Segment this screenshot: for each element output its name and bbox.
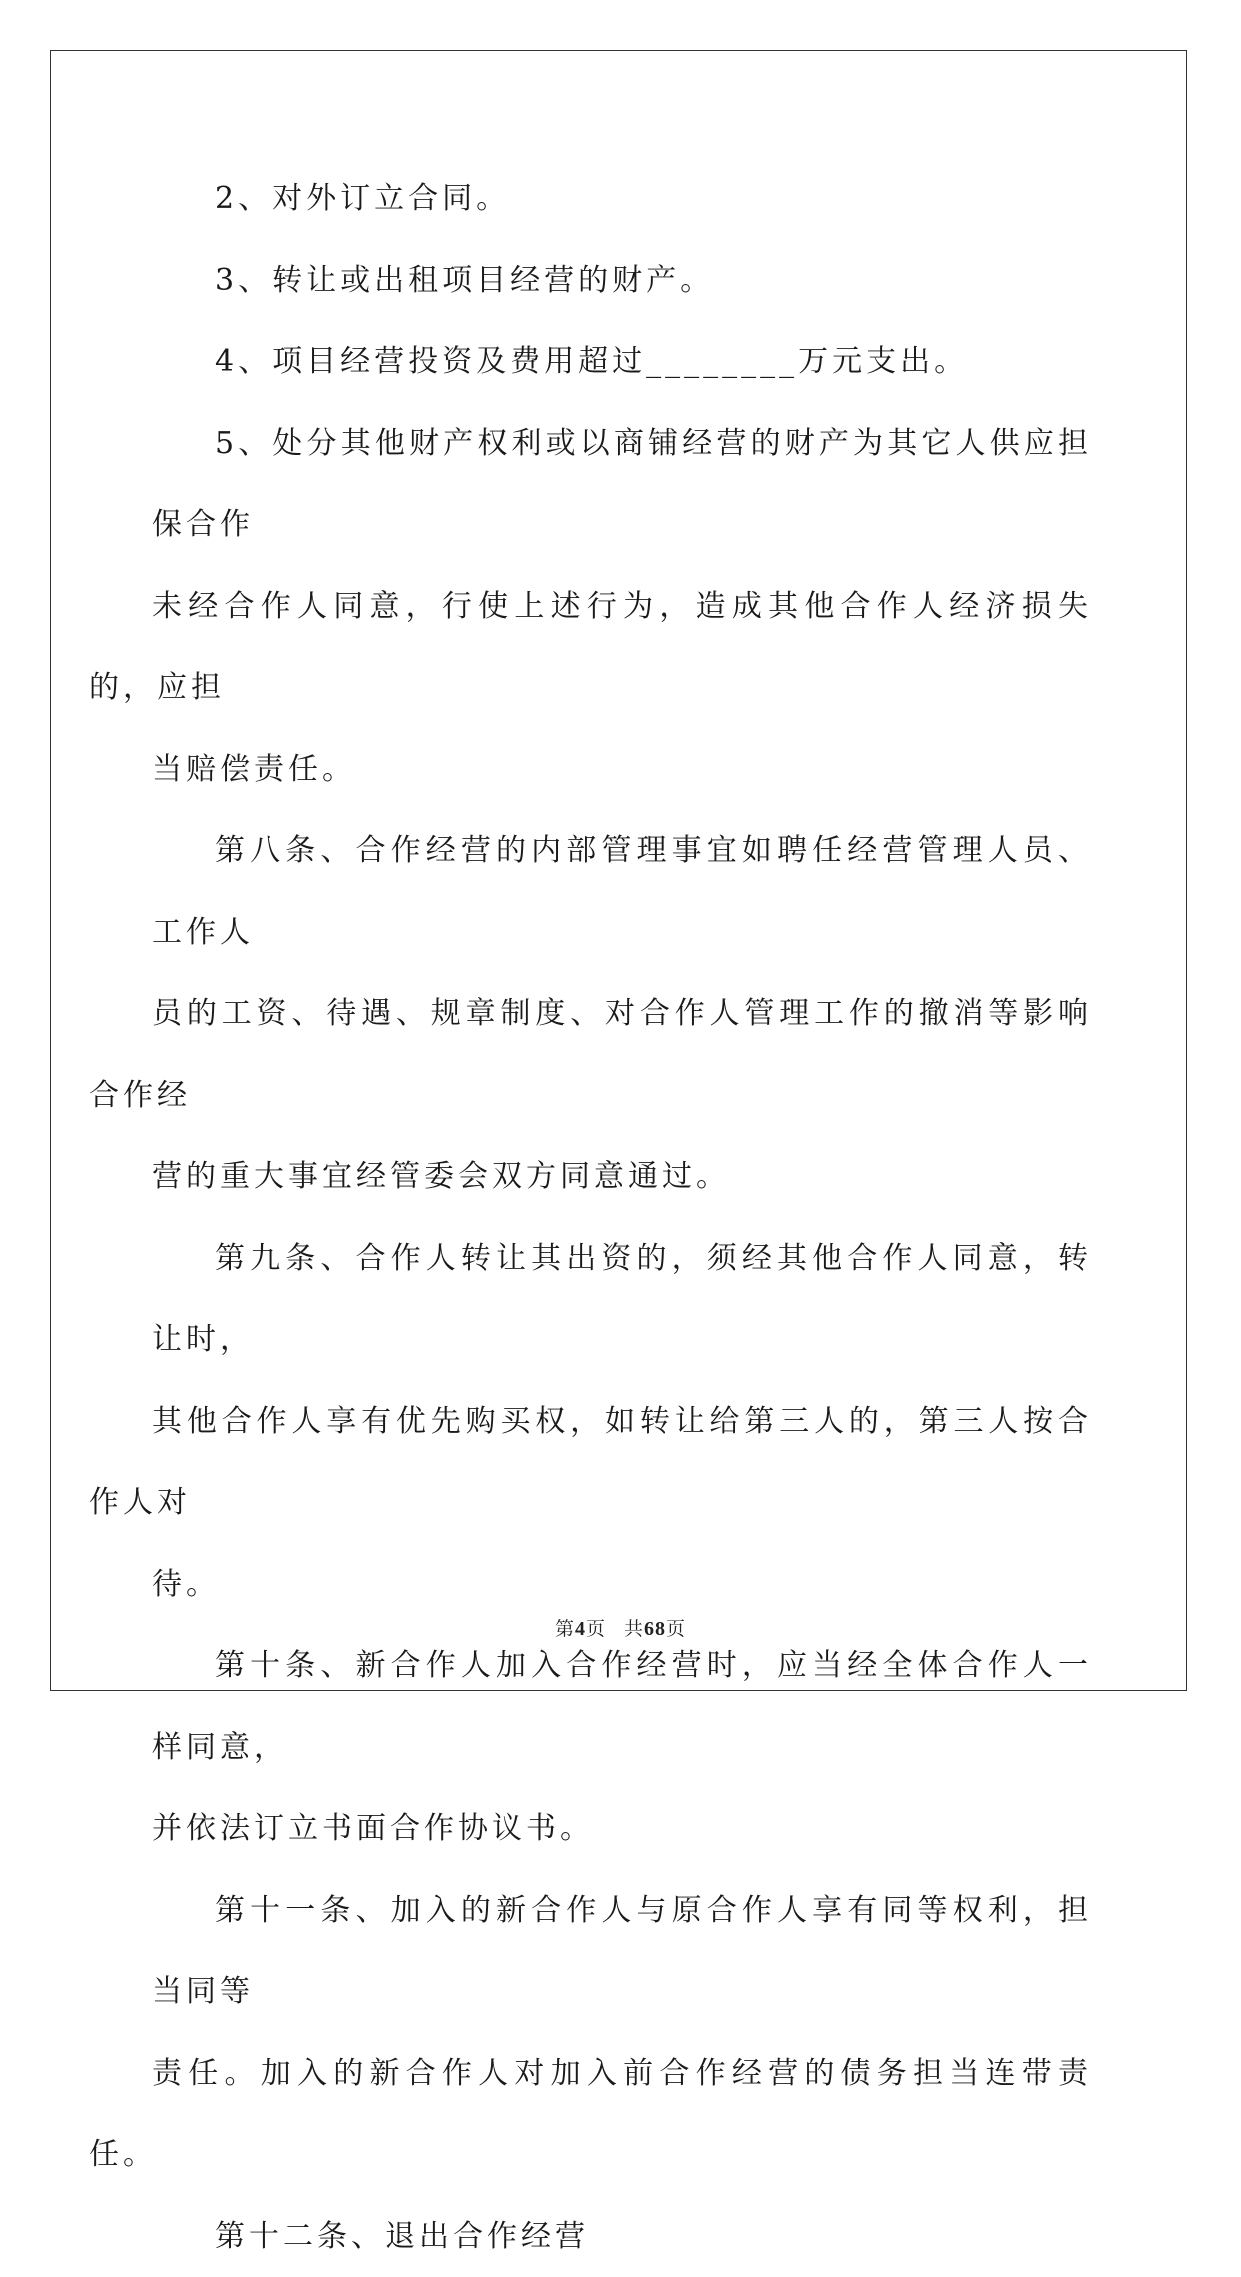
paragraph-item-5 — [152, 403, 1092, 811]
paragraph-line: 第十二条、退出合作经营 — [152, 2196, 1092, 2277]
paragraph-line: 2、对外订立合同。 — [152, 158, 1092, 240]
paragraph-line: 未经合作人同意，行使上述行为，造成其他合作人经济损失的，应担 — [89, 566, 1092, 729]
article-10 — [152, 1625, 1092, 1870]
paragraph-line: 第十一条、加入的新合作人与原合作人享有同等权利，担当同等 — [152, 1870, 1092, 2033]
document-body — [152, 158, 1092, 2277]
paragraph-item-3 — [152, 240, 1092, 322]
page-footer — [0, 1614, 1241, 1641]
article-8 — [152, 810, 1092, 1218]
paragraph-line: 4、项目经营投资及费用超过________万元支出。 — [152, 321, 1092, 403]
total-prefix: 共 — [624, 1618, 644, 1640]
paragraph-line: 待。 — [89, 1544, 1092, 1626]
article-12 — [152, 2196, 1092, 2277]
paragraph-line: 5、处分其他财产权利或以商铺经营的财产为其它人供应担保合作 — [152, 403, 1092, 566]
total-pages: 68 — [644, 1618, 666, 1640]
paragraph-item-4 — [152, 321, 1092, 403]
paragraph-line: 第十条、新合作人加入合作经营时，应当经全体合作人一样同意， — [152, 1625, 1092, 1788]
page-number: 4 — [575, 1618, 586, 1640]
paragraph-line: 员的工资、待遇、规章制度、对合作人管理工作的撤消等影响合作经 — [89, 973, 1092, 1136]
article-11 — [152, 1870, 1092, 2196]
paragraph-line: 营的重大事宜经管委会双方同意通过。 — [89, 1136, 1092, 1218]
paragraph-item-2 — [152, 158, 1092, 240]
page-suffix: 页 — [586, 1618, 606, 1640]
paragraph-line: 当赔偿责任。 — [89, 729, 1092, 811]
article-9 — [152, 1218, 1092, 1626]
paragraph-line: 第九条、合作人转让其出资的，须经其他合作人同意，转让时， — [152, 1218, 1092, 1381]
paragraph-line: 其他合作人享有优先购买权，如转让给第三人的，第三人按合作人对 — [89, 1381, 1092, 1544]
paragraph-line: 责任。加入的新合作人对加入前合作经营的债务担当连带责任。 — [89, 2033, 1092, 2196]
paragraph-line: 第八条、合作经营的内部管理事宜如聘任经营管理人员、工作人 — [152, 810, 1092, 973]
paragraph-line: 并依法订立书面合作协议书。 — [89, 1788, 1092, 1870]
page-prefix: 第 — [555, 1618, 575, 1640]
total-suffix: 页 — [666, 1618, 686, 1640]
paragraph-line: 3、转让或出租项目经营的财产。 — [152, 240, 1092, 322]
